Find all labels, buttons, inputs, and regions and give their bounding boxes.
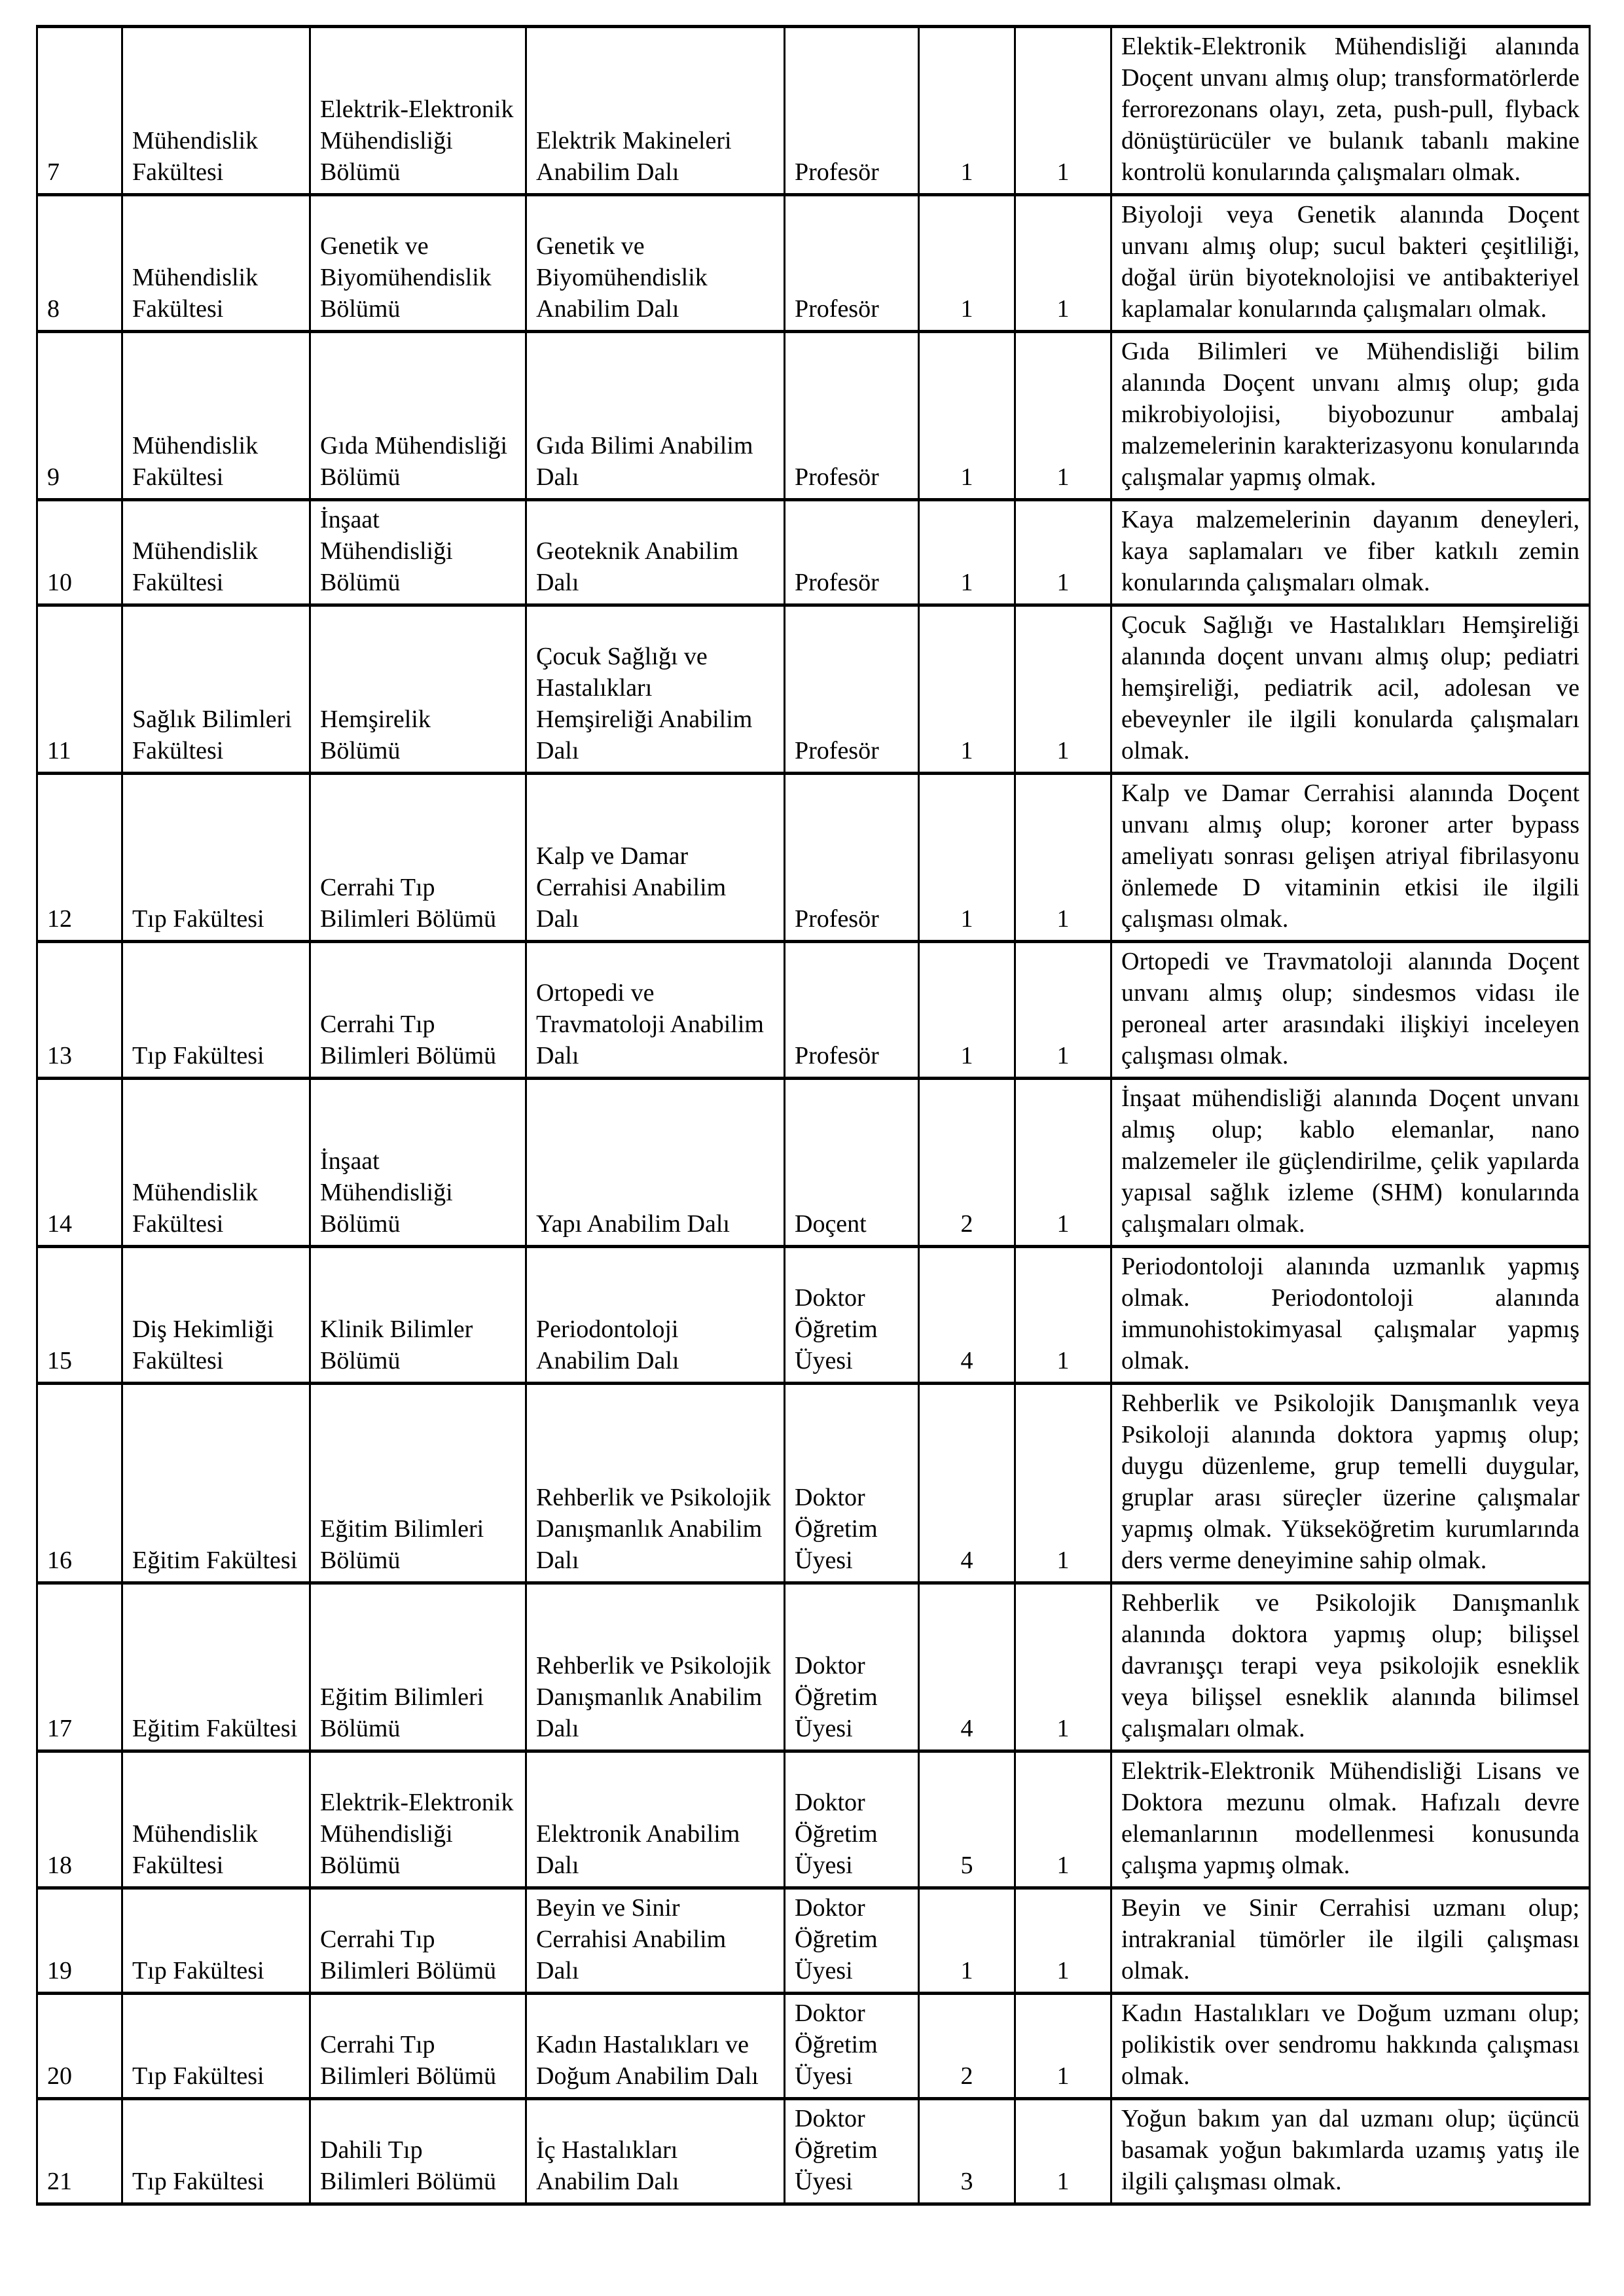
position-count-cell: 1: [919, 774, 1015, 942]
table-row: [37, 1583, 1590, 1751]
position-count-cell: 4: [919, 1583, 1015, 1751]
requirements-cell: Kalp ve Damar Cerrahisi alanında Doçent unvanı almış olup; koroner arter bypass ameliyatı sonrası gelişen atriyal fibrilasyonu önlemede D vitaminin etkisi ile ilgili çalışması olmak.: [1111, 774, 1590, 942]
row-number-cell: 21: [37, 2099, 122, 2204]
department-cell: Hemşirelik Bölümü: [310, 605, 526, 774]
position-count-cell: 1: [919, 195, 1015, 332]
division-cell: Genetik ve Biyomühendislik Anabilim Dalı: [526, 195, 785, 332]
department-cell: Elektrik-Elektronik Mühendisliği Bölümü: [310, 27, 526, 195]
department-cell: Cerrahi Tıp Bilimleri Bölümü: [310, 1888, 526, 1994]
position-count-cell: 1: [919, 27, 1015, 195]
table-row: [37, 605, 1590, 774]
academic-title-cell: Doktor Öğretim Üyesi: [785, 1751, 919, 1888]
requirements-cell: Periodontoloji alanında uzmanlık yapmış olmak. Periodontoloji alanında immunohistokimyasal çalışmalar yapmış olmak.: [1111, 1247, 1590, 1384]
row-number-cell: 18: [37, 1751, 122, 1888]
row-number-cell: 7: [37, 27, 122, 195]
degree-count-cell: 1: [1015, 500, 1111, 605]
department-cell: Eğitim Bilimleri Bölümü: [310, 1583, 526, 1751]
row-number-cell: 9: [37, 332, 122, 500]
department-cell: Genetik ve Biyomühendislik Bölümü: [310, 195, 526, 332]
division-cell: Gıda Bilimi Anabilim Dalı: [526, 332, 785, 500]
faculty-cell: Tıp Fakültesi: [122, 2099, 310, 2204]
table-row: [37, 1079, 1590, 1247]
requirements-cell: Biyoloji veya Genetik alanında Doçent unvanı almış olup; sucul bakteri çeşitliliği, doğal ürün biyoteknolojisi ve antibakteriyel kaplamalar konularında çalışmaları olmak.: [1111, 195, 1590, 332]
faculty-cell: Mühendislik Fakültesi: [122, 1079, 310, 1247]
division-cell: Rehberlik ve Psikolojik Danışmanlık Anabilim Dalı: [526, 1583, 785, 1751]
row-number-cell: 13: [37, 942, 122, 1079]
division-cell: Rehberlik ve Psikolojik Danışmanlık Anabilim Dalı: [526, 1384, 785, 1583]
faculty-cell: Eğitim Fakültesi: [122, 1384, 310, 1583]
table-row: [37, 774, 1590, 942]
position-count-cell: 1: [919, 605, 1015, 774]
degree-count-cell: 1: [1015, 1751, 1111, 1888]
requirements-cell: Yoğun bakım yan dal uzmanı olup; üçüncü basamak yoğun bakımlarda uzamış yatış ile ilgili çalışması olmak.: [1111, 2099, 1590, 2204]
requirements-cell: Elektrik-Elektronik Mühendisliği Lisans ve Doktora mezunu olmak. Hafızalı devre elemanlarının modellenmesi konusunda çalışma yapmış olmak.: [1111, 1751, 1590, 1888]
division-cell: Elektrik Makineleri Anabilim Dalı: [526, 27, 785, 195]
requirements-cell: Kadın Hastalıkları ve Doğum uzmanı olup; polikistik over sendromu hakkında çalışması olmak.: [1111, 1994, 1590, 2099]
division-cell: İç Hastalıkları Anabilim Dalı: [526, 2099, 785, 2204]
degree-count-cell: 1: [1015, 1888, 1111, 1994]
requirements-cell: Ortopedi ve Travmatoloji alanında Doçent unvanı almış olup; sindesmos vidası ile peroneal arter arasındaki ilişkiyi inceleyen çalışması olmak.: [1111, 942, 1590, 1079]
row-number-cell: 11: [37, 605, 122, 774]
degree-count-cell: 1: [1015, 2099, 1111, 2204]
academic-title-cell: Doktor Öğretim Üyesi: [785, 1384, 919, 1583]
position-count-cell: 2: [919, 1079, 1015, 1247]
academic-title-cell: Doktor Öğretim Üyesi: [785, 2099, 919, 2204]
division-cell: Çocuk Sağlığı ve Hastalıkları Hemşireliği Anabilim Dalı: [526, 605, 785, 774]
academic-title-cell: Doçent: [785, 1079, 919, 1247]
division-cell: Elektronik Anabilim Dalı: [526, 1751, 785, 1888]
position-count-cell: 5: [919, 1751, 1015, 1888]
department-cell: İnşaat Mühendisliği Bölümü: [310, 1079, 526, 1247]
row-number-cell: 17: [37, 1583, 122, 1751]
academic-positions-table: [36, 25, 1591, 2206]
faculty-cell: Mühendislik Fakültesi: [122, 195, 310, 332]
faculty-cell: Diş Hekimliği Fakültesi: [122, 1247, 310, 1384]
requirements-cell: Çocuk Sağlığı ve Hastalıkları Hemşireliği alanında doçent unvanı almış olup; pediatri hemşireliği, pediatrik acil, adolesan ve ebeveynler ile ilgili konularda çalışmaları olmak.: [1111, 605, 1590, 774]
department-cell: Cerrahi Tıp Bilimleri Bölümü: [310, 774, 526, 942]
row-number-cell: 20: [37, 1994, 122, 2099]
degree-count-cell: 1: [1015, 332, 1111, 500]
position-count-cell: 4: [919, 1384, 1015, 1583]
table-row: [37, 195, 1590, 332]
row-number-cell: 12: [37, 774, 122, 942]
requirements-cell: Rehberlik ve Psikolojik Danışmanlık veya Psikoloji alanında doktora yapmış olup; duygu düzenleme, grup temelli duygular, gruplar arası süreçler üzerine çalışmalar yapmış olmak. Yükseköğretim kurumlarında ders verme deneyimine sahip olmak.: [1111, 1384, 1590, 1583]
division-cell: Beyin ve Sinir Cerrahisi Anabilim Dalı: [526, 1888, 785, 1994]
requirements-cell: Gıda Bilimleri ve Mühendisliği bilim alanında Doçent unvanı almış olup; gıda mikrobiyolojisi, biyobozunur ambalaj malzemelerinin karakterizasyonu konularında çalışmalar yapmış olmak.: [1111, 332, 1590, 500]
row-number-cell: 8: [37, 195, 122, 332]
degree-count-cell: 1: [1015, 195, 1111, 332]
academic-title-cell: Profesör: [785, 774, 919, 942]
requirements-cell: İnşaat mühendisliği alanında Doçent unvanı almış olup; kablo elemanlar, nano malzemeler ile güçlendirilme, çelik yapılarda yapısal sağlık izleme (SHM) konularında çalışmaları olmak.: [1111, 1079, 1590, 1247]
faculty-cell: Sağlık Bilimleri Fakültesi: [122, 605, 310, 774]
degree-count-cell: 1: [1015, 1247, 1111, 1384]
requirements-cell: Beyin ve Sinir Cerrahisi uzmanı olup; intrakranial tümörler ile ilgili çalışması olmak.: [1111, 1888, 1590, 1994]
table-row: [37, 1247, 1590, 1384]
table-row: [37, 1384, 1590, 1583]
requirements-cell: Rehberlik ve Psikolojik Danışmanlık alanında doktora yapmış olup; bilişsel davranışçı terapi veya psikolojik esneklik veya bilişsel esneklik alanında bilimsel çalışmaları olmak.: [1111, 1583, 1590, 1751]
faculty-cell: Tıp Fakültesi: [122, 774, 310, 942]
degree-count-cell: 1: [1015, 1583, 1111, 1751]
degree-count-cell: 1: [1015, 774, 1111, 942]
table-row: [37, 500, 1590, 605]
position-count-cell: 1: [919, 500, 1015, 605]
academic-title-cell: Profesör: [785, 605, 919, 774]
position-count-cell: 1: [919, 1888, 1015, 1994]
academic-title-cell: Doktor Öğretim Üyesi: [785, 1994, 919, 2099]
faculty-cell: Tıp Fakültesi: [122, 1888, 310, 1994]
requirements-cell: Kaya malzemelerinin dayanım deneyleri, kaya saplamaları ve fiber katkılı zemin konularında çalışmaları olmak.: [1111, 500, 1590, 605]
row-number-cell: 15: [37, 1247, 122, 1384]
row-number-cell: 10: [37, 500, 122, 605]
degree-count-cell: 1: [1015, 605, 1111, 774]
faculty-cell: Mühendislik Fakültesi: [122, 500, 310, 605]
department-cell: Eğitim Bilimleri Bölümü: [310, 1384, 526, 1583]
row-number-cell: 14: [37, 1079, 122, 1247]
department-cell: Gıda Mühendisliği Bölümü: [310, 332, 526, 500]
position-count-cell: 3: [919, 2099, 1015, 2204]
degree-count-cell: 1: [1015, 1994, 1111, 2099]
academic-title-cell: Profesör: [785, 942, 919, 1079]
position-count-cell: 4: [919, 1247, 1015, 1384]
faculty-cell: Tıp Fakültesi: [122, 942, 310, 1079]
academic-title-cell: Profesör: [785, 500, 919, 605]
requirements-cell: Elektik-Elektronik Mühendisliği alanında Doçent unvanı almış olup; transformatörlerde ferrorezonans olayı, zeta, push-pull, flyback dönüştürücüler ve bulanık tabanlı makine kontrolü konularında çalışmaları olmak.: [1111, 27, 1590, 195]
table-row: [37, 1888, 1590, 1994]
academic-title-cell: Doktor Öğretim Üyesi: [785, 1583, 919, 1751]
table-row: [37, 942, 1590, 1079]
academic-title-cell: Profesör: [785, 195, 919, 332]
division-cell: Kalp ve Damar Cerrahisi Anabilim Dalı: [526, 774, 785, 942]
degree-count-cell: 1: [1015, 27, 1111, 195]
table-row: [37, 1994, 1590, 2099]
degree-count-cell: 1: [1015, 1079, 1111, 1247]
positions-table-body: [37, 27, 1590, 2204]
position-count-cell: 2: [919, 1994, 1015, 2099]
position-count-cell: 1: [919, 332, 1015, 500]
degree-count-cell: 1: [1015, 1384, 1111, 1583]
faculty-cell: Mühendislik Fakültesi: [122, 1751, 310, 1888]
faculty-cell: Mühendislik Fakültesi: [122, 332, 310, 500]
division-cell: Geoteknik Anabilim Dalı: [526, 500, 785, 605]
department-cell: Cerrahi Tıp Bilimleri Bölümü: [310, 942, 526, 1079]
faculty-cell: Mühendislik Fakültesi: [122, 27, 310, 195]
division-cell: Ortopedi ve Travmatoloji Anabilim Dalı: [526, 942, 785, 1079]
position-count-cell: 1: [919, 942, 1015, 1079]
table-row: [37, 1751, 1590, 1888]
degree-count-cell: 1: [1015, 942, 1111, 1079]
academic-title-cell: Doktor Öğretim Üyesi: [785, 1247, 919, 1384]
faculty-cell: Tıp Fakültesi: [122, 1994, 310, 2099]
department-cell: Elektrik-Elektronik Mühendisliği Bölümü: [310, 1751, 526, 1888]
faculty-cell: Eğitim Fakültesi: [122, 1583, 310, 1751]
table-row: [37, 2099, 1590, 2204]
row-number-cell: 19: [37, 1888, 122, 1994]
department-cell: Cerrahi Tıp Bilimleri Bölümü: [310, 1994, 526, 2099]
table-row: [37, 332, 1590, 500]
division-cell: Periodontoloji Anabilim Dalı: [526, 1247, 785, 1384]
division-cell: Yapı Anabilim Dalı: [526, 1079, 785, 1247]
academic-title-cell: Profesör: [785, 27, 919, 195]
row-number-cell: 16: [37, 1384, 122, 1583]
academic-title-cell: Doktor Öğretim Üyesi: [785, 1888, 919, 1994]
department-cell: Dahili Tıp Bilimleri Bölümü: [310, 2099, 526, 2204]
department-cell: Klinik Bilimler Bölümü: [310, 1247, 526, 1384]
table-row: [37, 27, 1590, 195]
academic-title-cell: Profesör: [785, 332, 919, 500]
department-cell: İnşaat Mühendisliği Bölümü: [310, 500, 526, 605]
division-cell: Kadın Hastalıkları ve Doğum Anabilim Dalı: [526, 1994, 785, 2099]
